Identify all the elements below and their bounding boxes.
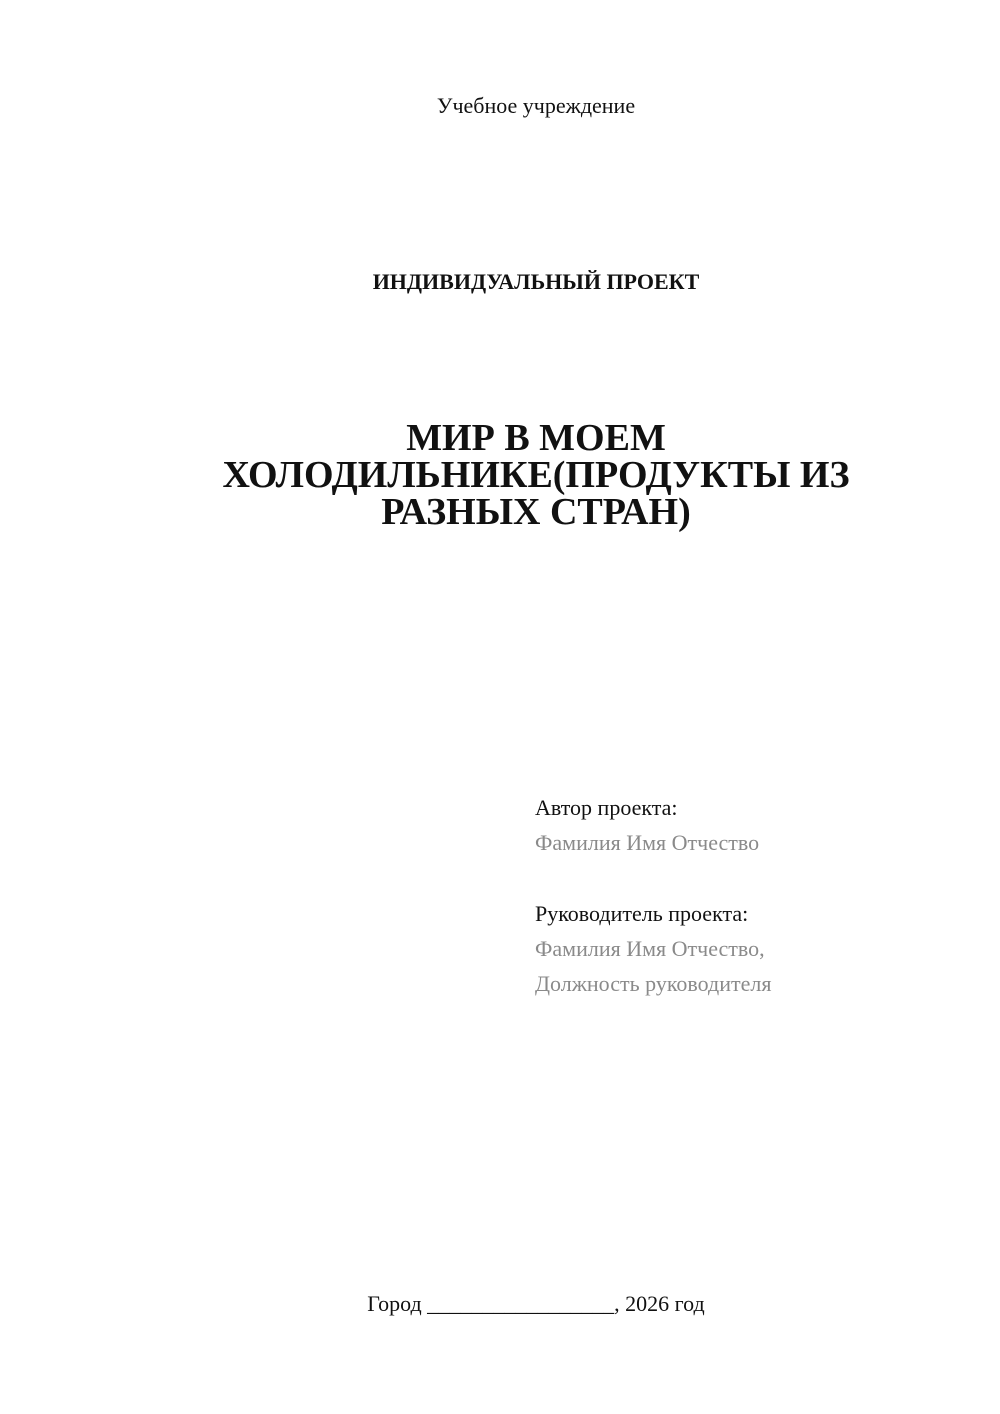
project-title-line: РАЗНЫХ СТРАН) <box>381 491 691 533</box>
author-label: Автор проекта: <box>535 795 678 820</box>
author-name: Фамилия Имя Отчество <box>535 830 760 855</box>
supervisor-position: Должность руководителя <box>535 971 772 996</box>
project-title-line: ХОЛОДИЛЬНИКЕ(ПРОДУКТЫ ИЗ <box>222 454 850 496</box>
credits-spacer <box>535 860 975 896</box>
project-title-line: МИР В МОЕМ <box>406 417 666 459</box>
project-credits <box>535 790 975 1001</box>
project-title <box>0 417 1000 533</box>
city-year-line: Город _________________, 2026 год <box>367 1291 705 1316</box>
project-type-heading: ИНДИВИДУАЛЬНЫЙ ПРОЕКТ <box>372 269 700 294</box>
supervisor-name: Фамилия Имя Отчество, <box>535 936 765 961</box>
supervisor-label: Руководитель проекта: <box>535 901 749 926</box>
institution-name: Учебное учреждение <box>436 93 636 118</box>
